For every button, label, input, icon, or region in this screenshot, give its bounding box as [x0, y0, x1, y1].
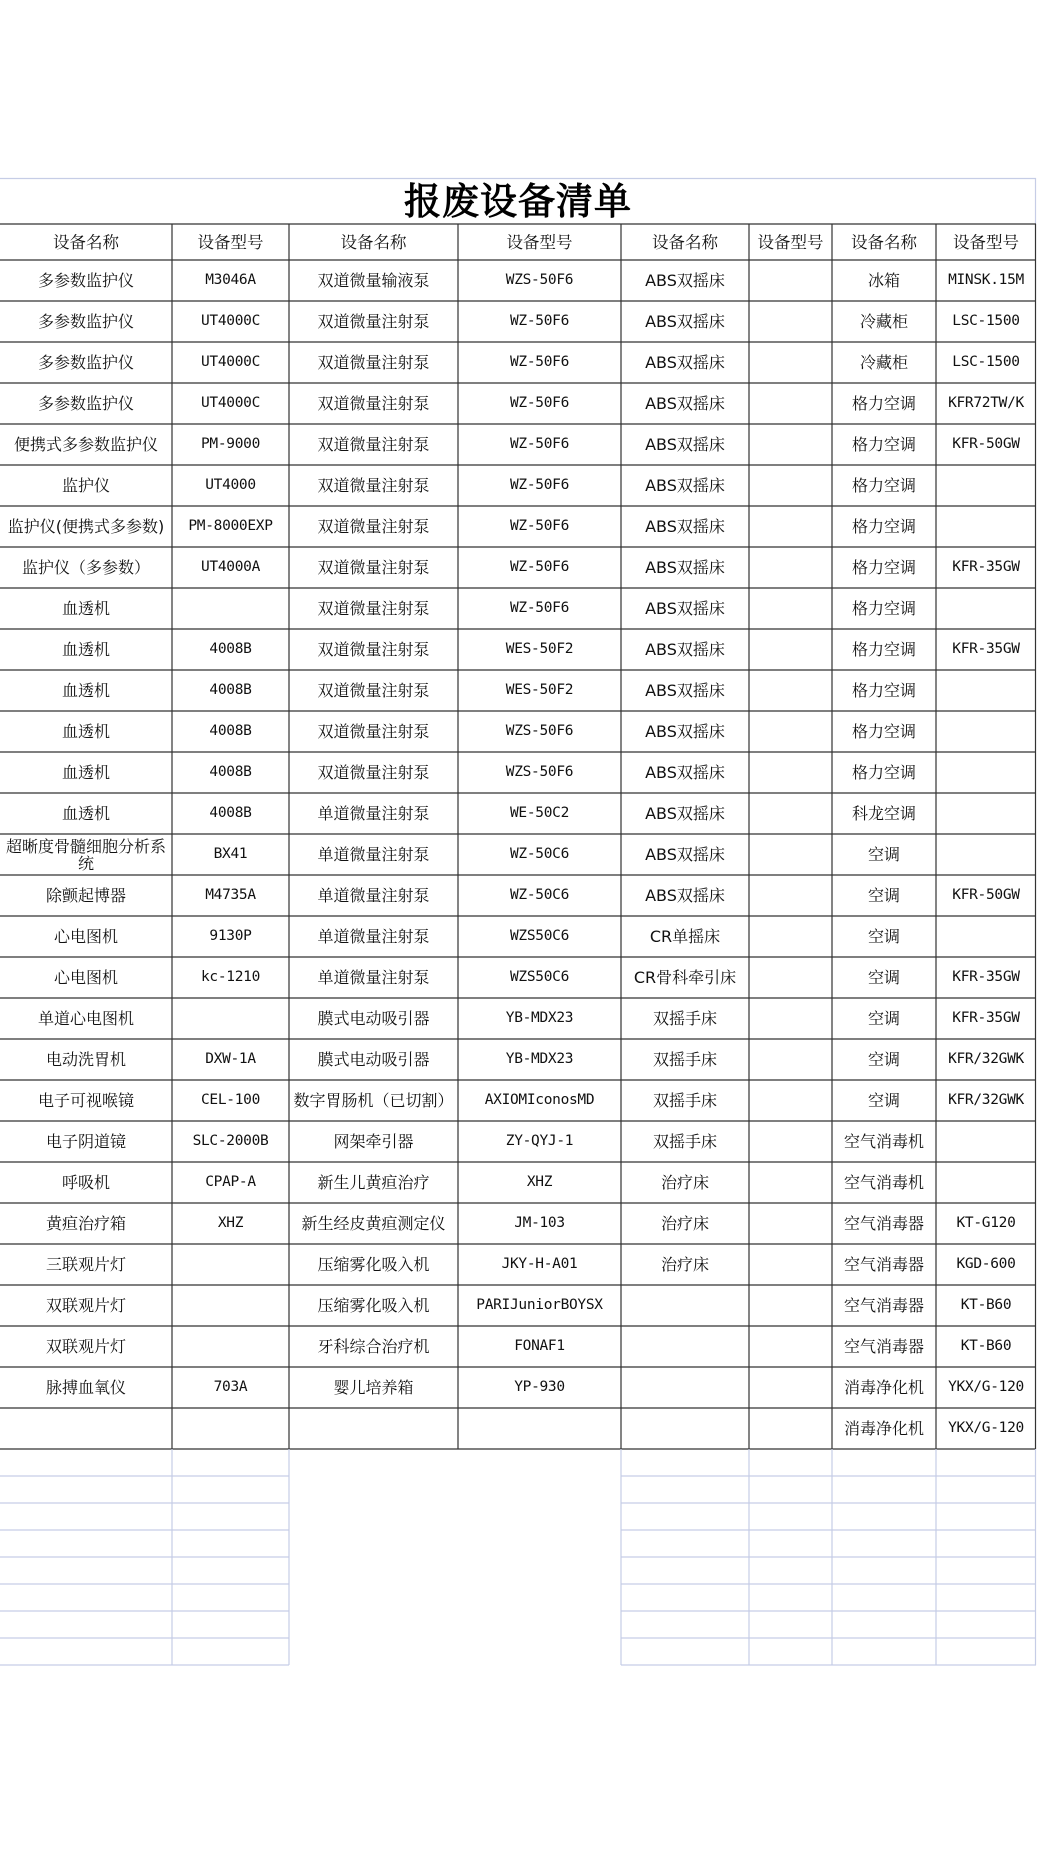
equipment-name-cell: 空气消毒机 — [843, 1173, 924, 1192]
equipment-name-cell: 双道微量输液泵 — [317, 271, 430, 290]
column-header: 设备名称 — [53, 232, 119, 252]
equipment-model-cell — [749, 424, 832, 465]
equipment-model-cell: KFR-35GW — [952, 1010, 1020, 1026]
equipment-model-cell: KFR-35GW — [952, 559, 1020, 575]
equipment-model-cell — [936, 506, 1036, 547]
equipment-model-cell: UT4000 — [205, 477, 256, 493]
equipment-name-cell: 双道微量注射泵 — [317, 599, 430, 618]
equipment-model-cell: CEL-100 — [200, 1092, 260, 1108]
equipment-name-cell: 膜式电动吸引器 — [317, 1009, 430, 1028]
equipment-name-cell: 双道微量注射泵 — [317, 476, 430, 495]
equipment-model-cell: XHZ — [526, 1174, 553, 1190]
equipment-name-cell: 空气消毒机 — [843, 1132, 924, 1151]
column-header: 设备型号 — [506, 232, 573, 252]
equipment-model-cell: PM-9000 — [200, 436, 260, 452]
equipment-name-cell: 心电图机 — [53, 968, 118, 987]
equipment-name-cell: 心电图机 — [53, 927, 118, 946]
equipment-model-cell: M3046A — [205, 272, 256, 288]
equipment-model-cell: KFR-50GW — [952, 436, 1020, 452]
equipment-name-cell: 婴儿培养箱 — [333, 1378, 414, 1397]
equipment-model-cell — [749, 588, 832, 629]
equipment-model-cell — [749, 1367, 832, 1408]
equipment-model-cell: JM-103 — [514, 1215, 565, 1231]
equipment-name-cell: 数字胃肠机（已切割） — [293, 1091, 454, 1110]
equipment-model-cell: KT-B60 — [960, 1338, 1012, 1354]
equipment-name-cell: 双摇手床 — [652, 1132, 717, 1151]
equipment-model-cell: YP-930 — [514, 1379, 565, 1395]
equipment-model-cell: DXW-1A — [205, 1051, 256, 1067]
equipment-name-cell: 监护仪(便携式多参数) — [7, 517, 165, 536]
equipment-name-cell: 血透机 — [61, 640, 110, 659]
equipment-name-cell: 双道微量注射泵 — [317, 435, 430, 454]
equipment-model-cell — [749, 547, 832, 588]
equipment-name-cell: 空调 — [867, 845, 900, 864]
equipment-model-cell — [749, 506, 832, 547]
column-header: 设备名称 — [652, 232, 718, 252]
equipment-name-cell: 超晰度骨髓细胞分析系统 — [5, 836, 166, 873]
equipment-name-cell: 单道微量注射泵 — [317, 804, 430, 823]
equipment-name-cell: 格力空调 — [851, 476, 916, 495]
equipment-model-cell: WZ-50C6 — [509, 846, 569, 862]
equipment-model-cell — [749, 793, 832, 834]
equipment-model-cell: WZ-50F6 — [509, 395, 569, 411]
equipment-name-cell: 格力空调 — [851, 394, 916, 413]
equipment-model-cell: JKY-H-A01 — [501, 1256, 578, 1272]
equipment-model-cell: WZ-50F6 — [509, 518, 569, 534]
equipment-name-cell: 空调 — [867, 886, 900, 905]
equipment-name-cell — [621, 1367, 749, 1408]
equipment-name-cell: ABS双摇床 — [645, 517, 725, 536]
equipment-model-cell — [749, 1121, 832, 1162]
equipment-model-cell: PM-8000EXP — [188, 518, 273, 534]
equipment-name-cell: ABS双摇床 — [645, 353, 725, 372]
equipment-model-cell: LSC-1500 — [952, 313, 1020, 329]
equipment-model-cell: WZS-50F6 — [505, 764, 574, 780]
column-header: 设备型号 — [757, 232, 824, 252]
equipment-model-cell — [749, 1039, 832, 1080]
equipment-name-cell: ABS双摇床 — [645, 476, 725, 495]
equipment-name-cell: 单道微量注射泵 — [317, 927, 430, 946]
equipment-model-cell — [936, 916, 1036, 957]
equipment-model-cell: KFR72TW/K — [948, 395, 1024, 411]
equipment-name-cell — [621, 1285, 749, 1326]
equipment-model-cell — [749, 1162, 832, 1203]
equipment-model-cell: kc-1210 — [200, 969, 260, 985]
equipment-model-cell — [172, 1408, 289, 1449]
equipment-name-cell: ABS双摇床 — [645, 722, 725, 741]
equipment-model-cell — [749, 875, 832, 916]
equipment-name-cell: 空气消毒器 — [843, 1296, 924, 1315]
equipment-model-cell — [749, 1244, 832, 1285]
equipment-model-cell: WZ-50C6 — [509, 887, 569, 903]
equipment-model-cell — [749, 834, 832, 875]
page-title: 报废设备清单 — [404, 179, 632, 223]
equipment-model-cell — [936, 711, 1036, 752]
equipment-name-cell: 多参数监护仪 — [37, 312, 134, 331]
column-header: 设备型号 — [197, 232, 264, 252]
equipment-name-cell — [621, 1408, 749, 1449]
equipment-model-cell — [936, 588, 1036, 629]
equipment-name-cell: 除颤起博器 — [45, 886, 126, 905]
equipment-name-cell: 电动洗胃机 — [45, 1050, 126, 1069]
equipment-name-cell: 电子可视喉镜 — [37, 1091, 134, 1110]
equipment-name-cell: 格力空调 — [851, 517, 916, 536]
equipment-name-cell: 格力空调 — [851, 435, 916, 454]
equipment-name-cell: 格力空调 — [851, 599, 916, 618]
equipment-model-cell: FONAF1 — [514, 1338, 565, 1354]
equipment-name-cell: 便携式多参数监护仪 — [13, 435, 158, 454]
equipment-model-cell: WZ-50F6 — [509, 313, 569, 329]
equipment-model-cell — [749, 1408, 832, 1449]
equipment-name-cell: 格力空调 — [851, 763, 916, 782]
equipment-model-cell: PARIJuniorBOYSX — [476, 1297, 603, 1313]
equipment-model-cell — [936, 834, 1036, 875]
equipment-name-cell: 冷藏柜 — [859, 353, 908, 372]
column-header: 设备型号 — [953, 232, 1019, 252]
equipment-model-cell — [172, 998, 289, 1039]
equipment-name-cell — [0, 1408, 172, 1449]
equipment-model-cell: 703A — [213, 1379, 248, 1395]
equipment-name-cell: 格力空调 — [851, 722, 916, 741]
equipment-name-cell: 监护仪 — [61, 476, 110, 495]
equipment-name-cell: 治疗床 — [660, 1173, 709, 1192]
equipment-model-cell: UT4000C — [200, 313, 260, 329]
equipment-name-cell: 新生经皮黄疸测定仪 — [301, 1214, 446, 1233]
equipment-model-cell — [172, 1285, 289, 1326]
equipment-model-cell: WE-50C2 — [509, 805, 569, 821]
equipment-name-cell — [289, 1408, 458, 1449]
equipment-name-cell: ABS双摇床 — [645, 804, 725, 823]
equipment-name-cell: 空调 — [867, 1009, 900, 1028]
equipment-model-cell: UT4000C — [200, 354, 260, 370]
equipment-name-cell: 空气消毒器 — [843, 1337, 924, 1356]
equipment-model-cell — [749, 916, 832, 957]
equipment-name-cell — [621, 1326, 749, 1367]
equipment-model-cell — [749, 629, 832, 670]
equipment-model-cell — [749, 711, 832, 752]
equipment-model-cell: KGD-600 — [956, 1256, 1016, 1272]
equipment-name-cell: 双道微量注射泵 — [317, 312, 430, 331]
equipment-name-cell: 多参数监护仪 — [37, 353, 134, 372]
equipment-model-cell: WZS50C6 — [509, 928, 569, 944]
equipment-name-cell: 双道微量注射泵 — [317, 640, 430, 659]
equipment-name-cell: 双联观片灯 — [45, 1337, 126, 1356]
equipment-name-cell: 网架牵引器 — [333, 1132, 414, 1151]
equipment-model-cell: YKX/G-120 — [948, 1379, 1024, 1395]
equipment-name-cell: 新生儿黄疸治疗 — [317, 1173, 430, 1192]
equipment-model-cell — [749, 1326, 832, 1367]
equipment-model-cell: UT4000A — [200, 559, 260, 575]
equipment-name-cell: CR骨科牵引床 — [633, 968, 737, 987]
equipment-name-cell: 单道微量注射泵 — [317, 968, 430, 987]
equipment-name-cell: 血透机 — [61, 763, 110, 782]
equipment-model-cell: YB-MDX23 — [505, 1051, 574, 1067]
equipment-name-cell: 格力空调 — [851, 558, 916, 577]
equipment-model-cell: WES-50F2 — [505, 641, 574, 657]
equipment-name-cell: 双道微量注射泵 — [317, 558, 430, 577]
equipment-model-cell — [172, 1244, 289, 1285]
equipment-name-cell: ABS双摇床 — [645, 845, 725, 864]
equipment-model-cell: WZS-50F6 — [505, 272, 574, 288]
equipment-model-cell: MINSK.15M — [948, 272, 1024, 288]
equipment-name-cell: 空调 — [867, 927, 900, 946]
equipment-name-cell: 空气消毒器 — [843, 1255, 924, 1274]
equipment-model-cell — [749, 1285, 832, 1326]
equipment-name-cell: ABS双摇床 — [645, 435, 725, 454]
column-header: 设备名称 — [340, 232, 407, 252]
equipment-model-cell — [172, 1326, 289, 1367]
equipment-name-cell: 多参数监护仪 — [37, 271, 134, 290]
equipment-name-cell: 血透机 — [61, 804, 110, 823]
equipment-name-cell: 科龙空调 — [851, 804, 916, 823]
equipment-name-cell: 呼吸机 — [61, 1173, 110, 1192]
equipment-name-cell: 血透机 — [61, 722, 110, 741]
equipment-model-cell: WZS-50F6 — [505, 723, 574, 739]
equipment-name-cell: ABS双摇床 — [645, 681, 725, 700]
equipment-name-cell: 膜式电动吸引器 — [317, 1050, 430, 1069]
equipment-name-cell: 多参数监护仪 — [37, 394, 134, 413]
equipment-name-cell: 空调 — [867, 968, 900, 987]
equipment-model-cell — [936, 752, 1036, 793]
equipment-model-cell: UT4000C — [200, 395, 260, 411]
equipment-model-cell: AXIOMIconosMD — [484, 1092, 595, 1108]
equipment-name-cell: 格力空调 — [851, 640, 916, 659]
equipment-model-cell: 4008B — [209, 682, 252, 698]
equipment-name-cell: 消毒净化机 — [843, 1378, 924, 1397]
equipment-model-cell: YB-MDX23 — [505, 1010, 574, 1026]
equipment-model-cell: 4008B — [209, 764, 252, 780]
equipment-name-cell: 双道微量注射泵 — [317, 681, 430, 700]
equipment-model-cell: WZ-50F6 — [509, 559, 569, 575]
equipment-model-cell: CPAP-A — [205, 1174, 256, 1190]
equipment-name-cell: 三联观片灯 — [45, 1255, 126, 1274]
equipment-model-cell — [749, 383, 832, 424]
equipment-model-cell: KFR/32GWK — [948, 1092, 1024, 1108]
equipment-model-cell — [749, 752, 832, 793]
equipment-model-cell: M4735A — [205, 887, 256, 903]
equipment-name-cell: 单道微量注射泵 — [317, 886, 430, 905]
equipment-name-cell: 双道微量注射泵 — [317, 763, 430, 782]
equipment-name-cell: ABS双摇床 — [645, 394, 725, 413]
column-header: 设备名称 — [851, 232, 917, 252]
equipment-model-cell: KT-G120 — [956, 1215, 1016, 1231]
equipment-name-cell: 双摇手床 — [652, 1091, 717, 1110]
equipment-name-cell: 格力空调 — [851, 681, 916, 700]
equipment-name-cell: 双道微量注射泵 — [317, 353, 430, 372]
equipment-name-cell: 双道微量注射泵 — [317, 722, 430, 741]
equipment-name-cell: CR单摇床 — [649, 927, 721, 946]
equipment-model-cell: KT-B60 — [960, 1297, 1012, 1313]
equipment-model-cell: KFR-35GW — [952, 969, 1020, 985]
equipment-model-cell — [749, 342, 832, 383]
equipment-name-cell: 空调 — [867, 1050, 900, 1069]
equipment-name-cell: 空调 — [867, 1091, 900, 1110]
equipment-model-cell — [458, 1408, 621, 1449]
equipment-name-cell: 牙科综合治疗机 — [317, 1337, 430, 1356]
equipment-model-cell — [936, 465, 1036, 506]
equipment-model-cell: WZ-50F6 — [509, 477, 569, 493]
equipment-name-cell: 单道心电图机 — [37, 1009, 134, 1028]
equipment-model-cell: WZ-50F6 — [509, 354, 569, 370]
equipment-name-cell: 单道微量注射泵 — [317, 845, 430, 864]
equipment-model-cell: WZ-50F6 — [509, 600, 569, 616]
equipment-name-cell: 脉搏血氧仪 — [45, 1378, 126, 1397]
equipment-model-cell: 9130P — [209, 928, 252, 944]
equipment-model-cell: WES-50F2 — [505, 682, 574, 698]
equipment-model-cell: 4008B — [209, 641, 252, 657]
equipment-model-cell — [749, 670, 832, 711]
equipment-model-cell: KFR-50GW — [952, 887, 1020, 903]
equipment-name-cell: 压缩雾化吸入机 — [317, 1296, 430, 1315]
equipment-name-cell: 双道微量注射泵 — [317, 394, 430, 413]
equipment-model-cell: SLC-2000B — [192, 1133, 269, 1149]
equipment-model-cell: KFR/32GWK — [948, 1051, 1024, 1067]
equipment-name-cell: 双道微量注射泵 — [317, 517, 430, 536]
equipment-model-cell — [172, 588, 289, 629]
equipment-model-cell — [749, 301, 832, 342]
equipment-model-cell — [749, 465, 832, 506]
equipment-name-cell: ABS双摇床 — [645, 763, 725, 782]
equipment-name-cell: 冰箱 — [867, 271, 900, 290]
equipment-name-cell: 空气消毒器 — [843, 1214, 924, 1233]
equipment-name-cell: ABS双摇床 — [645, 312, 725, 331]
equipment-name-cell: 消毒净化机 — [843, 1419, 924, 1438]
equipment-name-cell: 黄疸治疗箱 — [45, 1214, 126, 1233]
equipment-model-cell: YKX/G-120 — [948, 1420, 1024, 1436]
equipment-name-cell: 血透机 — [61, 681, 110, 700]
equipment-model-cell: KFR-35GW — [952, 641, 1020, 657]
equipment-model-cell: ZY-QYJ-1 — [505, 1133, 574, 1149]
equipment-model-cell: 4008B — [209, 723, 252, 739]
equipment-model-cell — [749, 260, 832, 301]
equipment-model-cell — [749, 1203, 832, 1244]
equipment-name-cell: 监护仪（多参数） — [21, 558, 150, 577]
equipment-model-cell — [749, 957, 832, 998]
equipment-model-cell — [936, 793, 1036, 834]
equipment-model-cell: LSC-1500 — [952, 354, 1020, 370]
equipment-model-cell — [936, 1121, 1036, 1162]
equipment-name-cell: 电子阴道镜 — [45, 1132, 126, 1151]
equipment-model-cell — [749, 998, 832, 1039]
equipment-name-cell: ABS双摇床 — [645, 599, 725, 618]
equipment-model-cell — [936, 1162, 1036, 1203]
equipment-model-cell: WZ-50F6 — [509, 436, 569, 452]
equipment-name-cell: ABS双摇床 — [645, 271, 725, 290]
scrap-equipment-sheet — [0, 178, 1036, 1702]
equipment-model-cell: XHZ — [217, 1215, 244, 1231]
equipment-model-cell — [749, 1080, 832, 1121]
equipment-name-cell: 治疗床 — [660, 1214, 709, 1233]
equipment-model-cell: BX41 — [213, 846, 248, 862]
equipment-name-cell: 双联观片灯 — [45, 1296, 126, 1315]
equipment-name-cell: ABS双摇床 — [645, 886, 725, 905]
equipment-name-cell: 双摇手床 — [652, 1009, 717, 1028]
equipment-name-cell: ABS双摇床 — [645, 558, 725, 577]
equipment-model-cell: 4008B — [209, 805, 252, 821]
equipment-model-cell — [936, 670, 1036, 711]
equipment-name-cell: 治疗床 — [660, 1255, 709, 1274]
equipment-name-cell: 冷藏柜 — [859, 312, 908, 331]
equipment-name-cell: ABS双摇床 — [645, 640, 725, 659]
equipment-name-cell: 血透机 — [61, 599, 110, 618]
equipment-model-cell: WZS50C6 — [509, 969, 569, 985]
equipment-name-cell: 双摇手床 — [652, 1050, 717, 1069]
equipment-name-cell: 压缩雾化吸入机 — [317, 1255, 430, 1274]
